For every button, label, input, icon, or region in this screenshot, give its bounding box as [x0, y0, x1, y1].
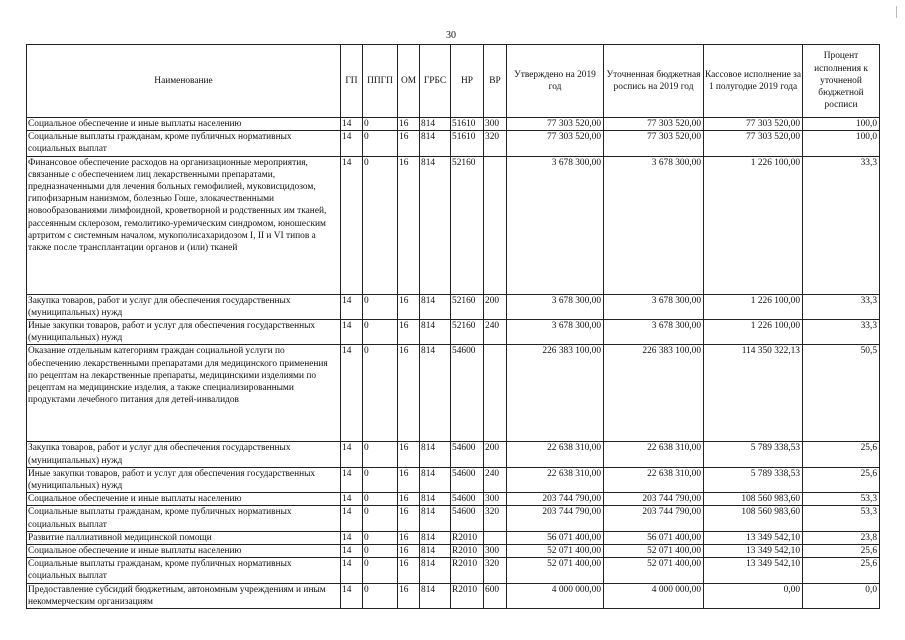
cell-percent: 33,3	[803, 320, 880, 345]
cell-ppgp: 0	[363, 320, 398, 345]
cell-nr: 52160	[451, 294, 484, 319]
cell-percent: 0,0	[803, 583, 880, 608]
cell-gp: 14	[341, 156, 363, 294]
cell-grbs: 814	[420, 442, 451, 467]
budget-table	[26, 44, 880, 609]
cell-gp: 14	[341, 320, 363, 345]
cell-ppgp: 0	[363, 506, 398, 531]
cell-cash: 5 789 338,53	[704, 467, 803, 492]
cell-name: Социальное обеспечение и иные выплаты населению	[27, 493, 341, 506]
cell-grbs: 814	[420, 118, 451, 131]
cell-percent: 33,3	[803, 156, 880, 294]
cell-nr: 54600	[451, 345, 484, 442]
cell-name: Финансовое обеспечение расходов на организационные мероприятия, связанные с обеспечением лиц лекарственными препаратами, предназначенными для лечения больных гемофилией, муковисцидозом, гипофизарным нанизмом, болезнью Гоше, злокачественными новообразованиями лимфоидной, кроветворной и родственных им тканей, рассеянным склерозом, гемолитико-уремическим синдромом, юношеским артритом с системным началом, мукополисахаридозом I, II и VI типов а также после трансплантации органов и (или) тканей	[27, 156, 341, 294]
cell-ppgp: 0	[363, 156, 398, 294]
cell-vr	[484, 531, 507, 544]
cell-gp: 14	[341, 118, 363, 131]
cell-nr: 52160	[451, 156, 484, 294]
cell-nr: 54600	[451, 442, 484, 467]
header-ppgp: ППГП	[363, 45, 398, 118]
cell-refined: 22 638 310,00	[604, 442, 704, 467]
cell-percent: 53,3	[803, 506, 880, 531]
cell-nr: R2010	[451, 531, 484, 544]
header-gp: ГП	[341, 45, 363, 118]
cell-percent: 33,3	[803, 294, 880, 319]
cell-vr: 240	[484, 467, 507, 492]
cell-ppgp: 0	[363, 345, 398, 442]
cell-om: 16	[398, 545, 420, 558]
cell-ppgp: 0	[363, 558, 398, 583]
cell-refined: 56 071 400,00	[604, 531, 704, 544]
cell-approved: 203 744 790,00	[507, 506, 604, 531]
cell-nr: 51610	[451, 118, 484, 131]
cell-gp: 14	[341, 545, 363, 558]
cell-refined: 3 678 300,00	[604, 320, 704, 345]
cell-refined: 52 071 400,00	[604, 545, 704, 558]
edge-mark	[896, 6, 897, 18]
cell-refined: 52 071 400,00	[604, 558, 704, 583]
cell-ppgp: 0	[363, 583, 398, 608]
table-row	[27, 493, 880, 506]
cell-cash: 13 349 542,10	[704, 531, 803, 544]
cell-ppgp: 0	[363, 493, 398, 506]
cell-ppgp: 0	[363, 118, 398, 131]
cell-name: Оказание отдельным категориям граждан социальной услуги по обеспечению лекарственными препаратами для медицинского применения по рецептам на лекарственные препараты, медицинскими изделиями по рецептам на медицинские изделия, а также специализированными продуктами лечебного питания для детей-инвалидов	[27, 345, 341, 442]
header-cash: Кассовое исполнение за 1 полугодие 2019 года	[704, 45, 803, 118]
cell-vr: 200	[484, 442, 507, 467]
cell-name: Социальное обеспечение и иные выплаты населению	[27, 118, 341, 131]
cell-approved: 22 638 310,00	[507, 467, 604, 492]
cell-percent: 100,0	[803, 118, 880, 131]
cell-vr: 200	[484, 294, 507, 319]
cell-cash: 108 560 983,60	[704, 493, 803, 506]
cell-cash: 1 226 100,00	[704, 294, 803, 319]
header-row	[27, 45, 880, 118]
cell-vr: 320	[484, 506, 507, 531]
cell-cash: 0,00	[704, 583, 803, 608]
cell-gp: 14	[341, 467, 363, 492]
cell-approved: 77 303 520,00	[507, 118, 604, 131]
header-percent: Процент исполнения к уточненой бюджетной росписи	[803, 45, 880, 118]
cell-name: Развитие паллиативной медицинской помощи	[27, 531, 341, 544]
cell-nr: 51610	[451, 131, 484, 156]
cell-nr: 52160	[451, 320, 484, 345]
cell-cash: 108 560 983,60	[704, 506, 803, 531]
cell-om: 16	[398, 583, 420, 608]
table-row	[27, 345, 880, 442]
cell-ppgp: 0	[363, 131, 398, 156]
cell-cash: 77 303 520,00	[704, 131, 803, 156]
cell-grbs: 814	[420, 531, 451, 544]
cell-name: Закупка товаров, работ и услуг для обеспечения государственных (муниципальных) нужд	[27, 294, 341, 319]
cell-nr: R2010	[451, 558, 484, 583]
cell-refined: 226 383 100,00	[604, 345, 704, 442]
cell-vr: 240	[484, 320, 507, 345]
table-row	[27, 583, 880, 608]
cell-cash: 77 303 520,00	[704, 118, 803, 131]
cell-name: Социальное обеспечение и иные выплаты населению	[27, 545, 341, 558]
cell-refined: 77 303 520,00	[604, 118, 704, 131]
table-row	[27, 506, 880, 531]
cell-nr: R2010	[451, 583, 484, 608]
cell-om: 16	[398, 156, 420, 294]
cell-gp: 14	[341, 294, 363, 319]
cell-refined: 3 678 300,00	[604, 156, 704, 294]
cell-name: Социальные выплаты гражданам, кроме публичных нормативных социальных выплат	[27, 131, 341, 156]
cell-cash: 13 349 542,10	[704, 545, 803, 558]
cell-nr: 54600	[451, 467, 484, 492]
cell-gp: 14	[341, 531, 363, 544]
cell-cash: 1 226 100,00	[704, 156, 803, 294]
cell-cash: 13 349 542,10	[704, 558, 803, 583]
cell-name: Социальные выплаты гражданам, кроме публичных нормативных социальных выплат	[27, 506, 341, 531]
cell-vr: 320	[484, 131, 507, 156]
cell-approved: 52 071 400,00	[507, 558, 604, 583]
cell-grbs: 814	[420, 156, 451, 294]
cell-refined: 3 678 300,00	[604, 294, 704, 319]
cell-gp: 14	[341, 583, 363, 608]
cell-om: 16	[398, 442, 420, 467]
header-approved: Утверждено на 2019 год	[507, 45, 604, 118]
cell-refined: 203 744 790,00	[604, 506, 704, 531]
cell-vr	[484, 156, 507, 294]
cell-approved: 4 000 000,00	[507, 583, 604, 608]
cell-grbs: 814	[420, 493, 451, 506]
cell-approved: 22 638 310,00	[507, 442, 604, 467]
table-row	[27, 156, 880, 294]
header-vr: ВР	[484, 45, 507, 118]
table-row	[27, 320, 880, 345]
cell-ppgp: 0	[363, 531, 398, 544]
cell-ppgp: 0	[363, 545, 398, 558]
cell-gp: 14	[341, 131, 363, 156]
cell-ppgp: 0	[363, 442, 398, 467]
cell-percent: 25,6	[803, 467, 880, 492]
table-row	[27, 131, 880, 156]
cell-percent: 50,5	[803, 345, 880, 442]
header-om: ОМ	[398, 45, 420, 118]
cell-grbs: 814	[420, 131, 451, 156]
cell-approved: 56 071 400,00	[507, 531, 604, 544]
cell-cash: 5 789 338,53	[704, 442, 803, 467]
cell-grbs: 814	[420, 583, 451, 608]
cell-grbs: 814	[420, 558, 451, 583]
cell-om: 16	[398, 131, 420, 156]
cell-approved: 52 071 400,00	[507, 545, 604, 558]
cell-gp: 14	[341, 345, 363, 442]
cell-gp: 14	[341, 442, 363, 467]
cell-om: 16	[398, 493, 420, 506]
cell-om: 16	[398, 531, 420, 544]
cell-approved: 203 744 790,00	[507, 493, 604, 506]
cell-approved: 3 678 300,00	[507, 156, 604, 294]
cell-om: 16	[398, 467, 420, 492]
cell-grbs: 814	[420, 320, 451, 345]
cell-nr: 54600	[451, 493, 484, 506]
cell-percent: 23,8	[803, 531, 880, 544]
cell-om: 16	[398, 345, 420, 442]
cell-vr: 320	[484, 558, 507, 583]
cell-ppgp: 0	[363, 467, 398, 492]
cell-om: 16	[398, 558, 420, 583]
header-name: Наименование	[27, 45, 341, 118]
page-number: 30	[446, 30, 456, 41]
cell-percent: 25,6	[803, 558, 880, 583]
table-row	[27, 545, 880, 558]
table-row	[27, 558, 880, 583]
header-grbs: ГРБС	[420, 45, 451, 118]
cell-refined: 203 744 790,00	[604, 493, 704, 506]
cell-om: 16	[398, 506, 420, 531]
cell-approved: 3 678 300,00	[507, 294, 604, 319]
cell-percent: 25,6	[803, 442, 880, 467]
cell-percent: 100,0	[803, 131, 880, 156]
cell-cash: 1 226 100,00	[704, 320, 803, 345]
cell-om: 16	[398, 294, 420, 319]
cell-om: 16	[398, 320, 420, 345]
cell-gp: 14	[341, 493, 363, 506]
cell-gp: 14	[341, 506, 363, 531]
cell-grbs: 814	[420, 294, 451, 319]
cell-name: Закупка товаров, работ и услуг для обеспечения государственных (муниципальных) нужд	[27, 442, 341, 467]
table-row	[27, 531, 880, 544]
cell-nr: 54600	[451, 506, 484, 531]
cell-name: Предоставление субсидий бюджетным, автономным учреждениям и иным некоммерческим организациям	[27, 583, 341, 608]
table-row	[27, 467, 880, 492]
cell-vr: 300	[484, 493, 507, 506]
cell-nr: R2010	[451, 545, 484, 558]
cell-grbs: 814	[420, 467, 451, 492]
cell-vr: 300	[484, 118, 507, 131]
cell-approved: 226 383 100,00	[507, 345, 604, 442]
cell-ppgp: 0	[363, 294, 398, 319]
cell-vr: 600	[484, 583, 507, 608]
cell-approved: 77 303 520,00	[507, 131, 604, 156]
cell-vr: 300	[484, 545, 507, 558]
cell-grbs: 814	[420, 545, 451, 558]
cell-refined: 4 000 000,00	[604, 583, 704, 608]
header-nr: НР	[451, 45, 484, 118]
table-row	[27, 294, 880, 319]
cell-approved: 3 678 300,00	[507, 320, 604, 345]
cell-cash: 114 350 322,13	[704, 345, 803, 442]
cell-vr	[484, 345, 507, 442]
cell-name: Иные закупки товаров, работ и услуг для обеспечения государственных (муниципальных) нужд	[27, 320, 341, 345]
cell-percent: 53,3	[803, 493, 880, 506]
table-row	[27, 442, 880, 467]
cell-percent: 25,6	[803, 545, 880, 558]
cell-name: Социальные выплаты гражданам, кроме публичных нормативных социальных выплат	[27, 558, 341, 583]
cell-gp: 14	[341, 558, 363, 583]
cell-refined: 22 638 310,00	[604, 467, 704, 492]
cell-om: 16	[398, 118, 420, 131]
cell-grbs: 814	[420, 345, 451, 442]
table-row	[27, 118, 880, 131]
cell-grbs: 814	[420, 506, 451, 531]
cell-refined: 77 303 520,00	[604, 131, 704, 156]
header-refined: Уточненная бюджетная роспись на 2019 год	[604, 45, 704, 118]
cell-name: Иные закупки товаров, работ и услуг для обеспечения государственных (муниципальных) нужд	[27, 467, 341, 492]
